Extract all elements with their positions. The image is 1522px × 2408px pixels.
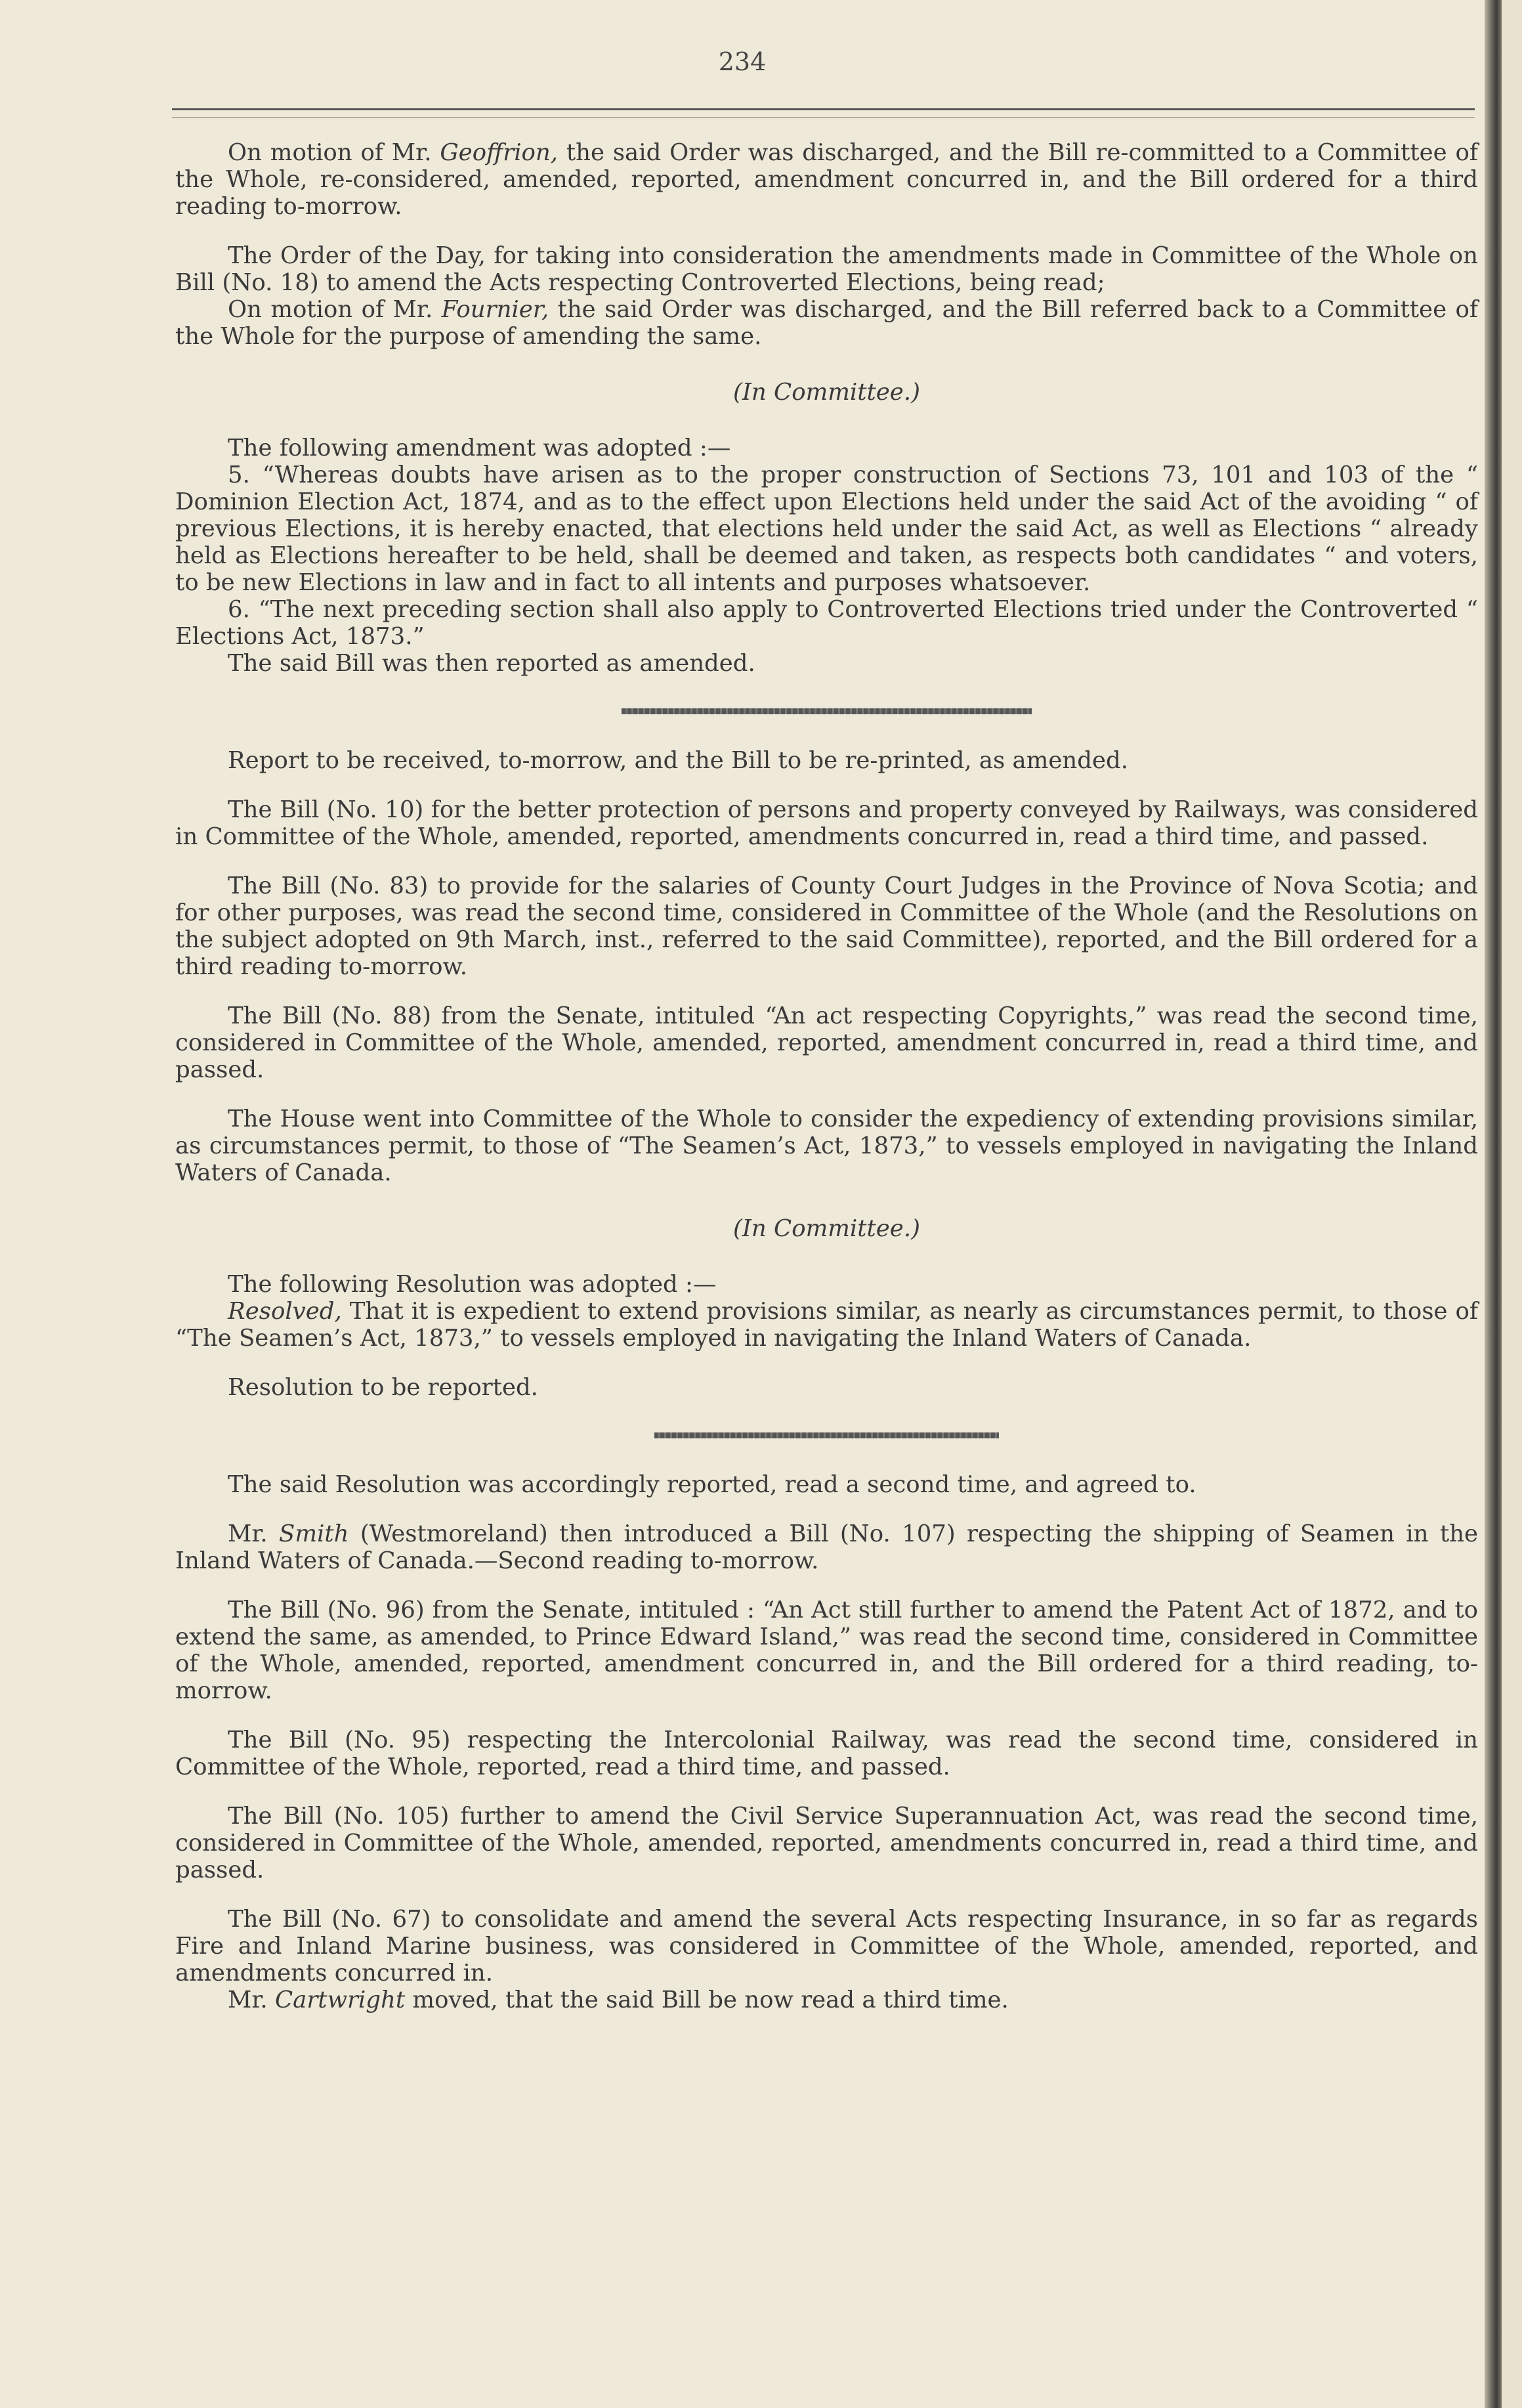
section-divider — [622, 708, 1032, 714]
paragraph-resolved: Resolved, That it is expedient to extend provisions similar, as nearly as circumstances permit, to those of “The Seamen’s Act, 1873,” to vessels employed in navigating the Inland Waters of Canada. — [175, 1298, 1478, 1352]
paragraph-bill-105: The Bill (No. 105) further to amend the Civil Service Superannuation Act, was read the second time, considered in Committee of the Whole, amended, reported, amendments concurred in, read a third time, and passed. — [175, 1803, 1478, 1883]
paragraph-resolution-reported: Resolution to be reported. — [228, 1374, 538, 1401]
page-number: 234 — [718, 47, 767, 76]
paragraph-seamens-act: The House went into Committee of the Whole to consider the expediency of extending provisions similar, as circumstances permit, to those of “The Seamen’s Act, 1873,” to vessels employed in navigating the Inland Waters of Canada. — [175, 1106, 1478, 1186]
paragraph-reported-amended: The said Bill was then reported as amended. — [228, 650, 755, 677]
paragraph-geoffrion-motion: On motion of Mr. Geoffrion, the said Order was discharged, and the Bill re-committed to a Committee of the Whole, re-considered, amended, reported, amendment concurred in, and the Bill ordered for a third reading to-morrow. — [175, 139, 1478, 220]
member-name: Smith — [279, 1520, 349, 1547]
paragraph-fournier-motion: On motion of Mr. Fournier, the said Order was discharged, and the Bill referred back to a Committee of the Whole for the purpose of amending the same. — [175, 296, 1478, 350]
paragraph-report-received: Report to be received, to-morrow, and the Bill to be re-printed, as amended. — [228, 747, 1129, 774]
paragraph-bill-95: The Bill (No. 95) respecting the Intercolonial Railway, was read the second time, considered in Committee of the Whole, reported, read a third time, and passed. — [175, 1727, 1478, 1780]
adjacent-page-edge — [1502, 0, 1522, 2408]
paragraph-resolution-agreed: The said Resolution was accordingly reported, read a second time, and agreed to. — [228, 1471, 1196, 1498]
member-name: Geoffrion, — [440, 139, 559, 166]
paragraph-bill-10: The Bill (No. 10) for the better protection of persons and property conveyed by Railways, was considered in Committee of the Whole, amended, reported, amendments concurred in, read a third time, and passed. — [175, 796, 1478, 850]
paragraph-smith-bill-107: Mr. Smith (Westmoreland) then introduced a Bill (No. 107) respecting the shipping of Seamen in the Inland Waters of Canada.—Second reading to-morrow. — [175, 1520, 1478, 1574]
member-name: Cartwright — [275, 1987, 406, 2013]
paragraph-cartwright-motion: Mr. Cartwright moved, that the said Bill be now read a third time. — [228, 1987, 1009, 2013]
paragraph-section-6: 6. “The next preceding section shall also apply to Controverted Elections tried under the Controverted “ Elections Act, 1873.” — [175, 596, 1478, 650]
member-name: Fournier, — [441, 296, 549, 323]
paragraph-bill-88: The Bill (No. 88) from the Senate, intituled “An act respecting Copyrights,” was read the second time, considered in Committee of the Whole, amended, reported, amendment concurred in, read a third time, and passed. — [175, 1002, 1478, 1083]
paragraph-order-of-day: The Order of the Day, for taking into consideration the amendments made in Committee of the Whole on Bill (No. 18) to amend the Acts respecting Controverted Elections, being read; — [175, 242, 1478, 296]
paragraph-bill-83: The Bill (No. 83) to provide for the salaries of County Court Judges in the Province of Nova Scotia; and for other purposes, was read the second time, considered in Committee of the Whole (and the Resolutions on the subject adopted on 9th March, inst., referred to the said Committee), reported, and the Bill ordered for a third reading to-morrow. — [175, 872, 1478, 980]
paragraph-resolution-adopted: The following Resolution was adopted :— — [228, 1271, 717, 1298]
paragraph-section-5: 5. “Whereas doubts have arisen as to the proper construction of Sections 73, 101 and 103 of the “ Dominion Election Act, 1874, and as to the effect upon Elections held under the said Act of the avoiding “ of previous Elections, it is hereby enacted, that elections held under the said Act, as well as Elections “ already held as Elections hereafter to be held, shall be deemed and taken, as respects both candidates “ and voters, to be new Elections in law and in fact to all intents and purposes whatsoever. — [175, 462, 1478, 596]
page-content — [175, 139, 1478, 2013]
in-committee-heading: (In Committee.) — [733, 1215, 920, 1242]
resolved-word: Resolved, — [228, 1298, 342, 1325]
in-committee-heading: (In Committee.) — [733, 379, 920, 406]
book-spine-shadow — [1485, 0, 1502, 2408]
paragraph-amendment-adopted: The following amendment was adopted :— — [228, 435, 731, 462]
section-divider — [654, 1432, 999, 1438]
paragraph-bill-96: The Bill (No. 96) from the Senate, intituled : “An Act still further to amend the Patent Act of 1872, and to extend the same, as amended, to Prince Edward Island,” was read the second time, considered in Committee of the Whole, amended, reported, amendment concurred in, and the Bill ordered for a third reading, to-morrow. — [175, 1597, 1478, 1704]
header-rule — [172, 108, 1475, 118]
paragraph-bill-67: The Bill (No. 67) to consolidate and amend the several Acts respecting Insurance, in so far as regards Fire and Inland Marine business, was considered in Committee of the Whole, amended, reported, and amendments concurred in. — [175, 1906, 1478, 1987]
